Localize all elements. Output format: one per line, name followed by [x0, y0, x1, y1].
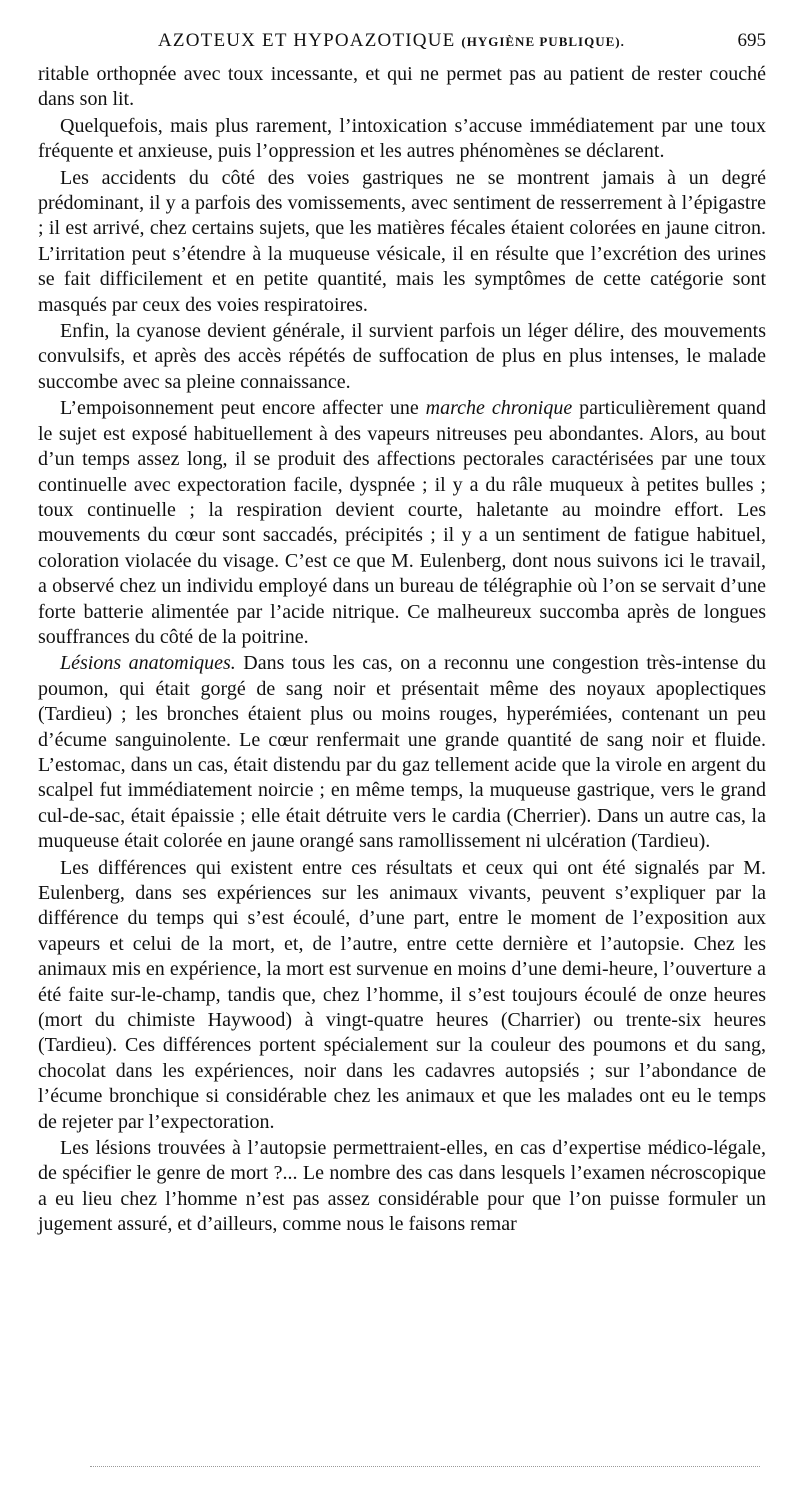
paragraph-5-text-end: particulièrement quand le sujet est exposé habituellement à des vapeurs nitreuses peu abondantes. Alors, au bout d’un temps assez long, il se produit des affections pectorales caractérisées par une toux continuelle avec expectoration facile, dyspnée ; il y a du râle muqueux à petites bulles ; toux continuelle ; la respiration devient courte, haletante au moindre effort. Les mouvements du cœur sont saccadés, précipités ; il y a un sentiment de fatigue habituel, coloration violacée du visage. C’est ce que M. Eulenberg, dont nous suivons ici le travail, a observé chez un individu employé dans un bureau de télégraphie où l’on se servait d’une forte batterie alimentée par l’acide nitrique. Ce malheureux succomba après de longues souffrances du côté de la poitrine. — [38, 397, 767, 648]
paragraph-6 — [38, 651, 766, 854]
book-page — [38, 22, 766, 1238]
paragraph-4: Enfin, la cyanose devient générale, il survient parfois un léger délire, des mouvements convulsifs, et après des accès répétés de suffocation de plus en plus intenses, le malade succombe avec sa pleine connaissance. — [38, 320, 766, 393]
paragraph-3: Les accidents du côté des voies gastriques ne se montrent jamais à un degré prédominant, il y a parfois des vomissements, avec sentiment de resserrement à l’épigastre ; il est arrivé, chez certains sujets, que les matières fécales étaient colorées en jaune citron. L’irritation peut s’étendre à la muqueuse vésicale, il en résulte que l’excrétion des urines se fait difficilement et en petite quantité, mais les symptômes de cette catégorie sont masqués par ceux des voies respiratoires. — [38, 166, 766, 316]
running-title-main: AZOTEUX ET HYPOAZOTIQUE — [158, 30, 456, 51]
page-number: 695 — [737, 30, 766, 51]
paragraph-8: Les lésions trouvées à l’autopsie permettraient-elles, en cas d’expertise médico-légale, de spécifier le genre de mort ?... Le nombre des cas dans lesquels l’examen nécroscopique a eu lieu chez l’homme n’est pas assez considérable pour que l’on puisse formuler un jugement assuré, et d’ailleurs, comme nous le faisons remar — [38, 1137, 766, 1236]
running-title-section: (HYGIÈNE PUBLIQUE). — [461, 34, 625, 49]
footer-divider — [90, 1466, 760, 1467]
paragraph-7: Les différences qui existent entre ces résultats et ceux qui ont été signalés par M. Eulenberg, dans ses expériences sur les animaux vivants, peuvent s’expliquer par la différence du temps qui s’est écoulé, d’une part, entre le moment de l’exposition aux vapeurs et celui de la mort, et, de l’autre, entre cette dernière et l’autopsie. Chez les animaux mis en expérience, la mort est survenue en moins d’une demi-heure, l’ouverture a été faite sur-le-champ, tandis que, chez l’homme, il s’est toujours écoulé de onze heures (mort du chimiste Haywood) à vingt-quatre heures (Charrier) ou trente-six heures (Tardieu). Ces différences portent spécialement sur la couleur des poumons et du sang, chocolat dans les expériences, noir dans les cadavres autopsiés ; sur l’abondance de l’écume bronchique si considérable chez les animaux et que les malades ont eu le temps de rejeter par l’expectoration. — [38, 856, 766, 1133]
paragraph-6-text: Dans tous les cas, on a reconnu une congestion très-intense du poumon, qui était gorgé de sang noir et présentait même des noyaux apoplectiques (Tardieu) ; les bronches étaient plus ou moins rouges, hyperémiées, contenant un peu d’écume sanguinolente. Le cœur renfermait une grande quantité de sang noir et fluide. L’estomac, dans un cas, était distendu par du gaz tellement acide que la virole en argent du scalpel fut immédiatement noircie ; en même temps, la muqueuse gastrique, vers le grand cul-de-sac, était épaissie ; elle était détruite vers le cardia (Cherrier). Dans un autre cas, la muqueuse était colorée en jaune orangé sans ramollissement ni ulcération (Tardieu). — [38, 652, 766, 853]
paragraph-5-emphasis: marche chronique — [425, 397, 573, 420]
paragraph-1: ritable orthopnée avec toux incessante, et qui ne permet pas au patient de rester couché dans son lit. — [38, 63, 766, 111]
paragraph-5 — [38, 396, 766, 650]
paragraph-5-text-start: L’empoisonnement peut encore affecter une — [60, 397, 426, 420]
running-title — [158, 30, 625, 52]
running-head — [38, 22, 766, 62]
body-text — [38, 62, 766, 1238]
paragraph-2: Quelquefois, mais plus rarement, l’intoxication s’accuse immédiatement par une toux fréquente et anxieuse, puis l’oppression et les autres phénomènes se déclarent. — [38, 114, 766, 163]
section-heading-lesions: Lésions anatomiques. — [60, 652, 236, 675]
